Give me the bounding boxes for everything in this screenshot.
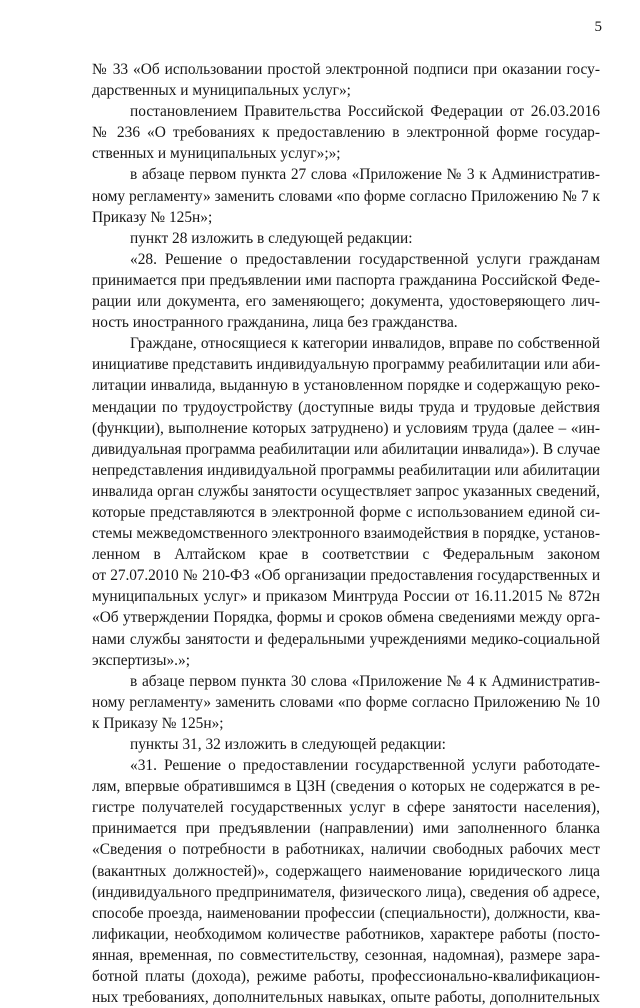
text-line: № 236 «О требованиях к предоставлению в электронной форме государ- — [92, 124, 600, 142]
text-line: (функции), выполнение которых затруднено) и условиям труда (далее – «ин- — [92, 419, 600, 437]
text-line: ному регламенту» заменить словами «по форме согласно Приложению № 10 — [92, 693, 600, 711]
text-line: ному регламенту» заменить словами «по форме согласно Приложению № 7 к — [92, 187, 600, 205]
text-line: «28. Решение о предоставлении государственной услуги гражданам — [130, 250, 600, 268]
text-line: гистре получателей государственных услуг в сфере занятости населения), — [92, 799, 600, 817]
text-line: «Об утверждении Порядка, формы и сроков обмена сведениями между орга- — [92, 609, 600, 627]
text-line: пункт 28 изложить в следующей редакции: — [130, 229, 413, 247]
text-line: лям, впервые обратившимся в ЦЗН (сведения о которых не содержатся в ре- — [92, 778, 600, 796]
text-line: которые представляются в электронной форме с использованием единой си- — [92, 503, 600, 521]
text-line: от 27.07.2010 № 210-ФЗ «Об организации предоставления государственных и — [92, 567, 600, 585]
text-line: инициативе представить индивидуальную программу реабилитации или аби- — [92, 356, 600, 374]
text-line: Приказу № 125н»; — [92, 208, 213, 226]
text-line: ственных и муниципальных услуг»;»; — [92, 145, 341, 163]
text-line: литации инвалида, выданную в установленном порядке и содержащую реко- — [92, 377, 600, 395]
text-line: № 33 «Об использовании простой электронной подписи при оказании госу- — [92, 61, 600, 78]
text-line: (индивидуального предпринимателя, физического лица), сведения об адресе, — [92, 883, 600, 901]
text-line: способе проезда, наименовании профессии (специальности), должности, ква- — [92, 904, 600, 922]
text-line: (вакантных должностей)», содержащего наименование юридического лица — [92, 862, 600, 880]
text-line: ленном в Алтайском крае в соответствии с Федеральным законом — [92, 546, 600, 564]
text-line: принимается при предъявлении ими паспорта гражданина Российской Феде- — [92, 271, 600, 289]
text-line: ботной платы (дохода), режиме работы, профессионально-квалификацион- — [92, 968, 600, 986]
text-line: нами службы занятости и федеральными учреждениями медико-социальной — [92, 630, 600, 648]
text-line: пункты 31, 32 изложить в следующей редакции: — [130, 736, 446, 753]
page-number: 5 — [594, 19, 602, 35]
text-line: ность иностранного гражданина, лица без гражданства. — [92, 314, 458, 332]
text-line: муниципальных услуг» и приказом Минтруда России от 16.11.2015 № 872н — [92, 588, 600, 606]
text-line: «Сведения о потребности в работниках, наличии свободных рабочих мест — [92, 841, 600, 859]
text-line: «31. Решение о предоставлении государственной услуги работодате- — [130, 757, 600, 775]
text-line: стемы межведомственного электронного взаимодействия в порядке, установ- — [92, 525, 600, 543]
text-line: мендации по трудоустройству (доступные виды труда и трудовые действия — [92, 398, 600, 416]
text-line: ных требованиях, дополнительных навыках, опыте работы, дополнительных — [92, 989, 600, 1007]
text-line: принимается при предъявлении (направлении) ими заполненного бланка — [92, 820, 600, 838]
text-line: непредставления индивидуальной программы реабилитации или абилитации — [92, 461, 600, 479]
document-body — [92, 59, 600, 1008]
text-line: к Приказу № 125н»; — [92, 714, 224, 732]
text-line: рации или документа, его заменяющего; документа, удостоверяющего лич- — [92, 293, 600, 311]
text-line: в абзаце первом пункта 30 слова «Приложение № 4 к Административ- — [130, 672, 600, 690]
text-line: экспертизы».»; — [92, 651, 190, 669]
text-line: янная, временная, по совместительству, сезонная, надомная), размере зара- — [92, 946, 600, 964]
text-line: инвалида орган службы занятости осуществляет запрос указанных сведений, — [92, 482, 600, 500]
text-line: Граждане, относящиеся к категории инвалидов, вправе по собственной — [130, 335, 600, 353]
text-line: дивидуальная программа реабилитации или абилитации инвалида»). В случае — [92, 440, 600, 458]
text-line: постановлением Правительства Российской Федерации от 26.03.2016 — [130, 103, 600, 121]
text-line: лификации, необходимом количестве работников, характере работы (посто- — [92, 925, 600, 943]
text-line: в абзаце первом пункта 27 слова «Приложение № 3 к Административ- — [130, 166, 600, 184]
text-line: дарственных и муниципальных услуг»; — [92, 82, 351, 100]
